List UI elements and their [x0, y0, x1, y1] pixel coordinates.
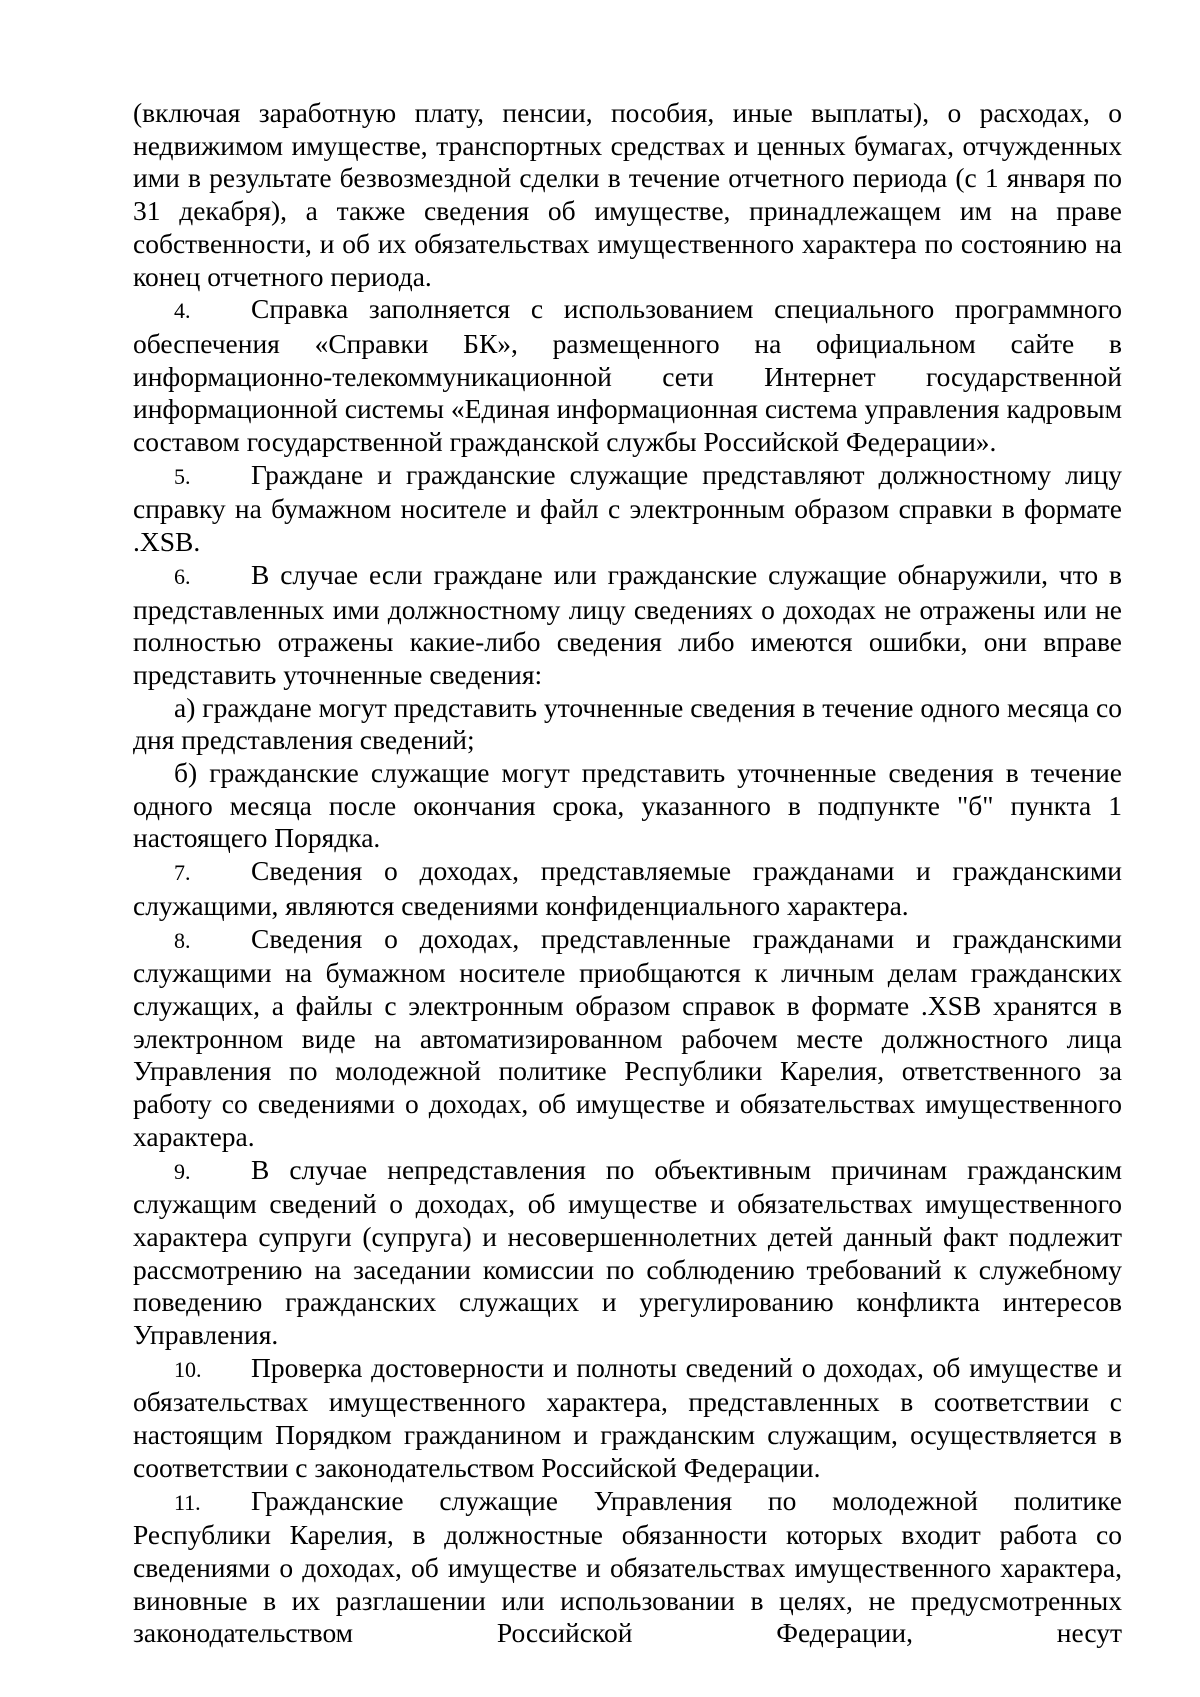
list-item-10: [133, 1352, 1122, 1485]
document-page: [133, 97, 1122, 1650]
item-text: Справка заполняется с использованием специального программного обеспечения «Справки БК», размещенного на официальном сайте в информационно-телекоммуникационной сети Интернет государственной информационной системы «Единая информационная система управления кадровым составом государственной гражданской службы Российской Федерации».: [133, 293, 1122, 458]
list-item-9: [133, 1154, 1122, 1352]
item-number: 5.: [174, 463, 191, 489]
list-item-4: [133, 293, 1122, 459]
item-text: Проверка достоверности и полноты сведений о доходах, об имуществе и обязательствах имущественного характера, представленных в соответствии с настоящим Порядком гражданином и гражданским служащим, осуществляется в соответствии с законодательством Российской Федерации.: [133, 1351, 1122, 1483]
intro-paragraph: (включая заработную плату, пенсии, пособия, иные выплаты), о расходах, о недвижимом имуществе, транспортных средствах и ценных бумагах, отчужденных ими в результате безвозмездной сделки в течение отчетного периода (с 1 января по 31 декабря), а также сведения об имуществе, принадлежащем им на праве собственности, и об их обязательствах имущественного характера по состоянию на конец отчетного периода.: [133, 97, 1122, 292]
item-number: 6.: [174, 563, 191, 589]
list-item-5: [133, 459, 1122, 559]
subitem-a: а) граждане могут представить уточненные сведения в течение одного месяца со дня представления сведений;: [133, 691, 1122, 756]
list-item-11: [133, 1485, 1122, 1651]
item-number: 7.: [174, 860, 191, 886]
subitem-b: б) гражданские служащие могут представить уточненные сведения в течение одного месяца после окончания срока, указанного в подпункте "б" пункта 1 настоящего Порядка.: [133, 757, 1122, 854]
item-number: 10.: [174, 1356, 202, 1382]
item-number: 4.: [174, 298, 191, 324]
item-text: Сведения о доходах, представляемые гражданами и гражданскими служащими, являются сведениями конфиденциального характера.: [133, 855, 1122, 921]
item-text: Сведения о доходах, представленные гражданами и гражданскими служащими на бумажном носителе приобщаются к личным делам гражданских служащих, а файлы с электронным образом справок в формате .XSB хранятся в электронном виде на автоматизированном рабочем месте должностного лица Управления по молодежной политике Республики Карелия, ответственного за работу со сведениями о доходах, об имуществе и обязательствах имущественного характера.: [133, 922, 1122, 1152]
item-text: Гражданские служащие Управления по молодежной политике Республики Карелия, в должностные обязанности которых входит работа со сведениями о доходах, об имуществе и обязательствах имущественного характера, виновные в их разглашении или использовании в целях, не предусмотренных законодательством Российской Федерации, несут: [133, 1484, 1122, 1649]
item-text: В случае если граждане или гражданские служащие обнаружили, что в представленных ими должностному лицу сведениях о доходах не отражены или не полностью отражены какие-либо сведения либо имеются ошибки, они вправе представить уточненные сведения:: [133, 558, 1122, 690]
list-item-7: [133, 855, 1122, 922]
item-number: 9.: [174, 1158, 191, 1184]
item-number: 8.: [174, 927, 191, 953]
list-item-6: [133, 559, 1122, 692]
list-item-8: [133, 923, 1122, 1154]
item-text: Граждане и гражданские служащие представляют должностному лицу справку на бумажном носителе и файл с электронным образом справки в формате .XSB.: [133, 458, 1122, 558]
item-number: 11.: [174, 1489, 201, 1515]
item-text: В случае непредставления по объективным причинам гражданским служащим сведений о доходах, об имуществе и обязательствах имущественного характера супруги (супруга) и несовершеннолетних детей данный факт подлежит рассмотрению на заседании комиссии по соблюдению требований к служебному поведению гражданских служащих и урегулированию конфликта интересов Управления.: [133, 1153, 1122, 1351]
